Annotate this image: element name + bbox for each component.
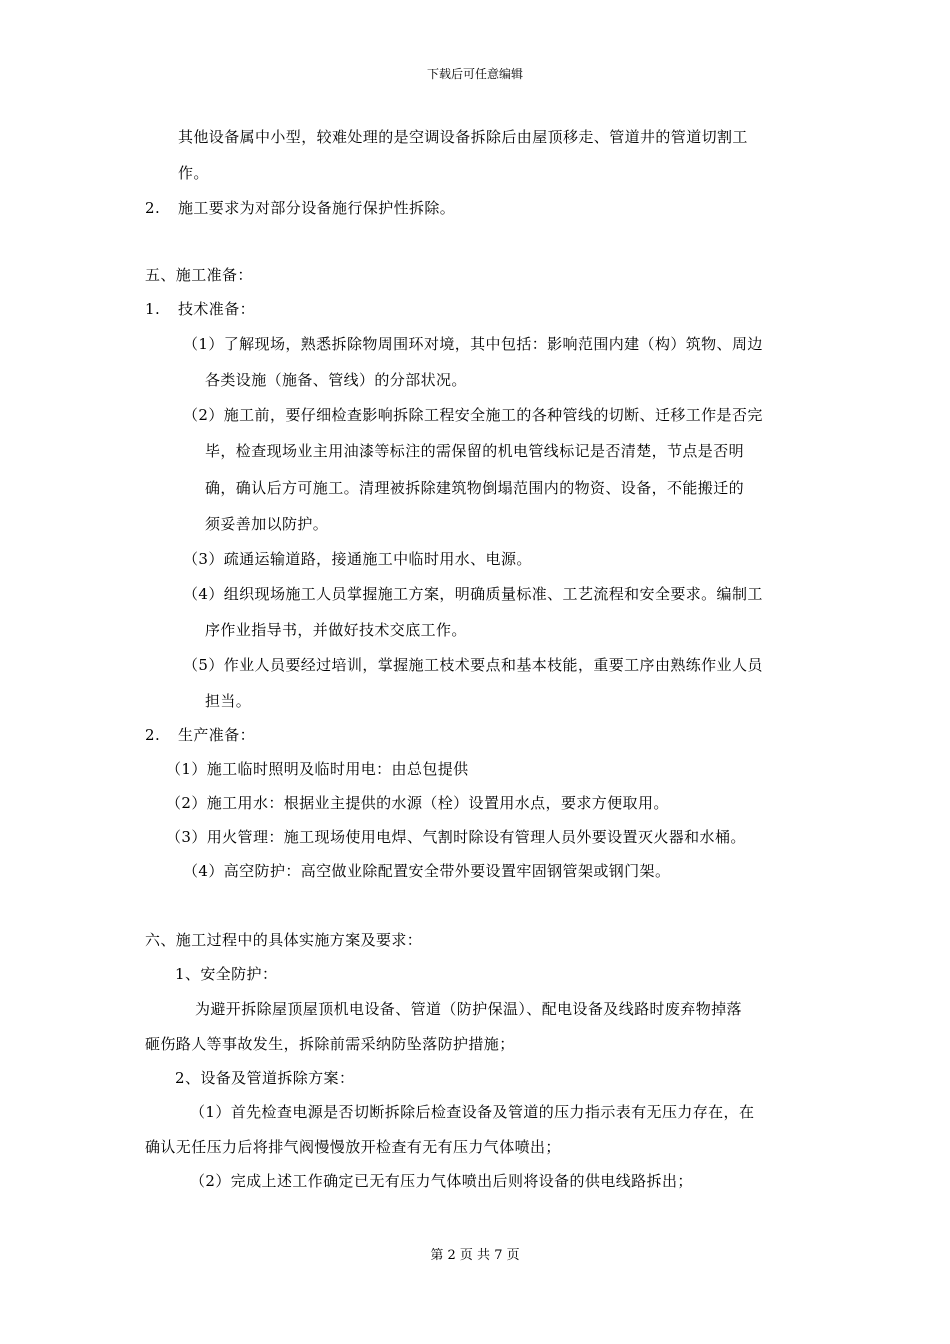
text-line: （5）作业人员要经过培训，掌握施工枝术要点和基本枝能，重要工序由熟练作业人员 <box>183 656 763 674</box>
text-line: （4）高空防护：高空做业除配置安全带外要设置牢固钢管架或钢门架。 <box>183 862 671 880</box>
text-line: 确，确认后方可施工。清理被拆除建筑物倒塌范围内的物资、设备，不能搬迁的 <box>205 479 745 497</box>
text-line: （4）组织现场施工人员掌握施工方案，明确质量标准、工艺流程和安全要求。编制工 <box>183 585 763 603</box>
subsection-heading: 1、安全防护： <box>175 965 278 983</box>
page-header: 下载后可任意编辑 <box>426 67 523 81</box>
text-line: 施工要求为对部分设备施行保护性拆除。 <box>178 199 456 217</box>
text-line: （2）完成上述工作确定已无有压力气体喷出后则将设备的供电线路拆出； <box>190 1172 693 1190</box>
text-line: （1）首先检查电源是否切断拆除后检查设备及管道的压力指示表有无压力存在，在 <box>190 1103 755 1121</box>
text-line: （3）用火管理：施工现场使用电焊、气割时除设有管理人员外要设置灭火器和水桶。 <box>166 828 746 846</box>
text-line: （3）疏通运输道路，接通施工中临时用水、电源。 <box>183 550 532 568</box>
subsection-heading: 2、设备及管道拆除方案： <box>175 1069 355 1087</box>
list-number: 1. <box>145 300 161 318</box>
text-line: 担当。 <box>205 692 252 710</box>
text-line: 为避开拆除屋顶屋顶机电设备、管道（防护保温）、配电设备及线路时废弃物掉落 <box>195 1000 742 1018</box>
text-line: （2）施工前，要仔细检查影响拆除工程安全施工的各种管线的切断、迁移工作是否完 <box>183 406 763 424</box>
section-heading: 六、施工过程中的具体实施方案及要求： <box>145 931 423 949</box>
list-number: 2. <box>145 726 161 744</box>
text-line: 须妥善加以防护。 <box>205 515 329 533</box>
list-number: 2. <box>145 199 161 217</box>
text-line: 砸伤路人等事故发生，拆除前需采纳防坠落防护措施； <box>145 1035 515 1053</box>
subsection-heading: 生产准备： <box>178 726 256 744</box>
text-line: 作。 <box>178 164 209 182</box>
text-line: （1）了解现场，熟悉拆除物周围环对境，其中包括：影响范围内建（构）筑物、周边 <box>183 335 763 353</box>
text-line: （2）施工用水：根据业主提供的水源（栓）设置用水点，要求方便取用。 <box>166 794 669 812</box>
text-line: 其他设备属中小型，较难处理的是空调设备拆除后由屋顶移走、管道井的管道切割工 <box>178 128 748 146</box>
section-heading: 五、施工准备： <box>145 266 253 284</box>
text-line: 序作业指导书，并做好技术交底工作。 <box>205 621 467 639</box>
text-line: 确认无任压力后将排气阀慢慢放开检查有无有压力气体喷出； <box>145 1138 561 1156</box>
page-footer: 第 2 页 共 7 页 <box>430 1248 520 1263</box>
subsection-heading: 技术准备： <box>178 300 256 318</box>
text-line: （1）施工临时照明及临时用电：由总包提供 <box>166 760 469 778</box>
text-line: 各类设施（施备、管线）的分部状况。 <box>205 371 467 389</box>
text-line: 毕，检查现场业主用油漆等标注的需保留的机电管线标记是否清楚，节点是否明 <box>205 442 745 460</box>
